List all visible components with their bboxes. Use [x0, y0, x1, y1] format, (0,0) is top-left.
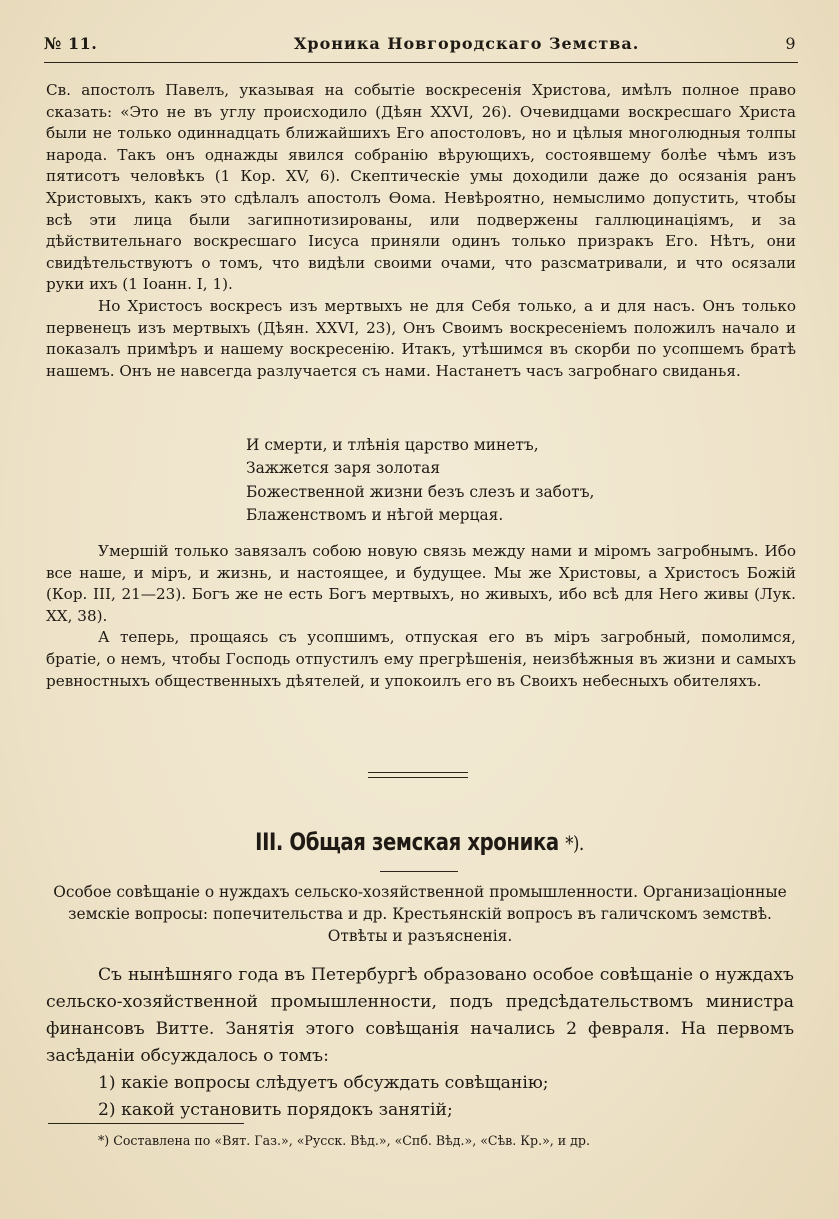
- footnote-rule: [48, 1123, 244, 1124]
- paragraph: Умершій только завязалъ собою новую связь между нами и міромъ загробнымъ. Ибо все наше, и міръ, и жизнь, и настоящее, и будущее. Мы же Христовы, а Христосъ Божій (Кор. III, 21—23). Богъ же не есть Богъ мертвыхъ, но живыхъ, ибо всѣ для Него живы (Лук. XX, 38).: [46, 542, 796, 625]
- footnote-marker: *).: [565, 831, 584, 855]
- journal-title: Хроника Новгородскаго Земства.: [294, 34, 640, 53]
- section-summary: Особое совѣщаніе о нуждахъ сельско-хозяйственной промышленности. Организаціонные земскіе вопросы: попечительства и др. Крестьянскій вопросъ въ галичскомъ земствѣ. Отвѣты и разъясненія.: [53, 883, 787, 945]
- page-number: 9: [785, 34, 796, 53]
- section-divider: [368, 772, 468, 778]
- section-title-text: III. Общая земская хроника: [255, 828, 559, 856]
- footnote: *) Составлена по «Вят. Газ.», «Русск. Вѣд.», «Спб. Вѣд.», «Сѣв. Кр.», и др.: [98, 1133, 590, 1148]
- section-heading: [76, 828, 764, 856]
- paragraph: Но Христосъ воскресъ изъ мертвыхъ не для Себя только, а и для насъ. Онъ только первенецъ изъ мертвыхъ (Дѣян. XXVI, 23), Онъ Своимъ воскресеніемъ положилъ начало и показалъ примѣръ и нашему воскресенію. Итакъ, утѣшимся въ скорби по усопшемъ братѣ нашемъ. Онъ не навсегда разлучается съ нами. Настанетъ часъ загробнаго свиданья.: [46, 296, 796, 380]
- issue-number: № 11.: [44, 34, 98, 53]
- poem-line: Блаженствомъ и нѣгой мерцая.: [246, 506, 504, 525]
- paragraph: Св. апостолъ Павелъ, указывая на событіе воскресенія Христова, имѣлъ полное право сказать: «Это не въ углу происходило (Дѣян XXVI, 26). Очевидцами воскресшаго Христа были не только одиннадцать ближайшихъ Его апостоловъ, но и цѣлыя многолюдныя толпы народа. Такъ онъ однажды явился собранію вѣрующихъ, состоявшему болѣе чѣмъ изъ пятисотъ человѣкъ (1 Кор. XV, 6). Скептическіе умы доходили даже до осязанія ранъ Христовыхъ, какъ это сдѣлалъ апостолъ Ѳома. Невѣроятно, немыслимо допустить, чтобы всѣ эти лица были загипнотизированы, или подвержены галлюцинаціямъ, и за дѣйствительнаго воскресшаго Іисуса приняли одинъ только призракъ Его. Нѣтъ, они свидѣтельствуютъ о томъ, что видѣли своими очами, что разсматривали, и что осязали руки ихъ (1 Іоанн. I, 1).: [46, 81, 796, 294]
- sermon-text-bottom: [46, 541, 796, 692]
- paragraph: А теперь, прощаясь съ усопшимъ, отпуская его въ міръ загробный, помолимся, братіе, о немъ, чтобы Господь отпустилъ ему прегрѣшенія, неизбѣжныя въ жизни и самыхъ ревностныхъ общественныхъ дѣятелей, и упокоилъ его въ Своихъ небесныхъ обителяхъ.: [46, 628, 796, 690]
- running-header: [44, 34, 796, 58]
- poem-line: И смерти, и тлѣнія царство минетъ,: [246, 436, 539, 454]
- poem-quote: [246, 434, 686, 528]
- list-item: 1) какіе вопросы слѣдуетъ обсуждать совѣщанію;: [98, 1073, 549, 1093]
- chronicle-text: [46, 962, 794, 1124]
- paragraph: Съ нынѣшняго года въ Петербургѣ образовано особое совѣщаніе о нуждахъ сельско-хозяйственной промышленности, подъ предсѣдательствомъ министра финансовъ Витте. Занятія этого совѣщанія начались 2 февраля. На первомъ засѣданіи обсуждалось о томъ:: [46, 965, 794, 1066]
- poem-line: Божественной жизни безъ слезъ и заботъ,: [246, 482, 595, 501]
- poem-line: Зажжется заря золотая: [246, 459, 441, 478]
- heading-rule: [380, 871, 458, 872]
- list-item: 2) какой установить порядокъ занятій;: [98, 1100, 453, 1120]
- header-rule: [44, 62, 798, 63]
- sermon-text-top: [46, 80, 796, 382]
